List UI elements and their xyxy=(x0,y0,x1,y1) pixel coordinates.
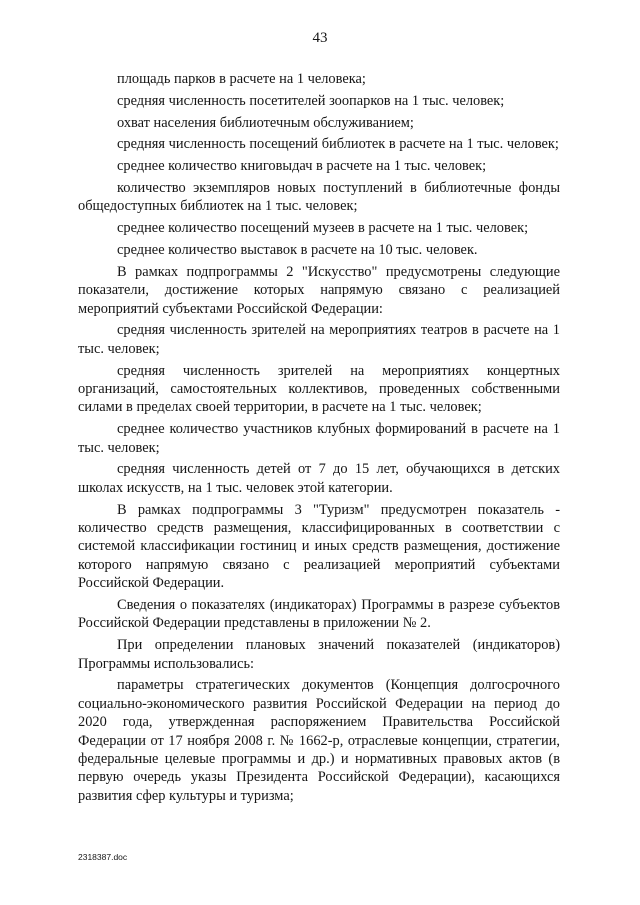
paragraph: количество экземпляров новых поступлений в библиотечные фонды общедоступных библиотек на 1 тыс. человек; xyxy=(78,179,560,215)
paragraph: среднее количество выставок в расчете на 10 тыс. человек. xyxy=(117,241,478,258)
paragraph: Сведения о показателях (индикаторах) Программы в разрезе субъектов Российской Федерации представлены в приложении № 2. xyxy=(78,597,560,632)
footer-file-code: 2318387.doc xyxy=(78,852,128,862)
page-number: 43 xyxy=(312,30,328,46)
paragraph: средняя численность детей от 7 до 15 лет, обучающихся в детских школах искусств, на 1 тыс. человек этой категории. xyxy=(78,461,560,496)
paragraph: охват населения библиотечным обслуживанием; xyxy=(117,114,414,131)
paragraph: средняя численность зрителей на мероприятиях концертных организаций, самостоятельных коллективов, проведенных собственными силами в пределах своей территории, в расчете на 1 тыс. человек; xyxy=(78,362,560,416)
paragraph: В рамках подпрограммы 2 "Искусство" предусмотрены следующие показатели, достижение которых напрямую связано с реализацией мероприятий субъектами Российской Федерации: xyxy=(78,263,560,317)
paragraph: средняя численность посетителей зоопарков на 1 тыс. человек; xyxy=(117,92,505,109)
body-text xyxy=(78,70,560,805)
paragraph: При определении плановых значений показателей (индикаторов) Программы использовались: xyxy=(78,637,560,672)
paragraph: среднее количество посещений музеев в расчете на 1 тыс. человек; xyxy=(117,220,529,237)
paragraph: В рамках подпрограммы 3 "Туризм" предусмотрен показатель - количество средств размещения, классифицированных в соответствии с системой классификации гостиниц и иных средств размещения, достижение которого напрямую связано с реализацией мероприятий субъектами Российской Федерации. xyxy=(78,501,560,592)
paragraph: среднее количество книговыдач в расчете на 1 тыс. человек; xyxy=(117,158,487,175)
paragraph: среднее количество участников клубных формирований в расчете на 1 тыс. человек; xyxy=(78,421,560,456)
paragraph: параметры стратегических документов (Концепция долгосрочного социально-экономического развития Российской Федерации на период до 2020 года, утвержденная распоряжением Правительства Российской Федерации от 17 ноября 2008 г. № 1662-р, отраслевые концепции, стратегии, федеральные целевые программы и др.) и нормативных правовых актов (в первую очередь указы Президента Российской Федерации), касающихся развития сфер культуры и туризма; xyxy=(78,677,560,804)
paragraph: площадь парков в расчете на 1 человека; xyxy=(117,71,366,87)
paragraph: средняя численность зрителей на мероприятиях театров в расчете на 1 тыс. человек; xyxy=(78,322,560,357)
paragraph: средняя численность посещений библиотек в расчете на 1 тыс. человек; xyxy=(117,136,559,153)
